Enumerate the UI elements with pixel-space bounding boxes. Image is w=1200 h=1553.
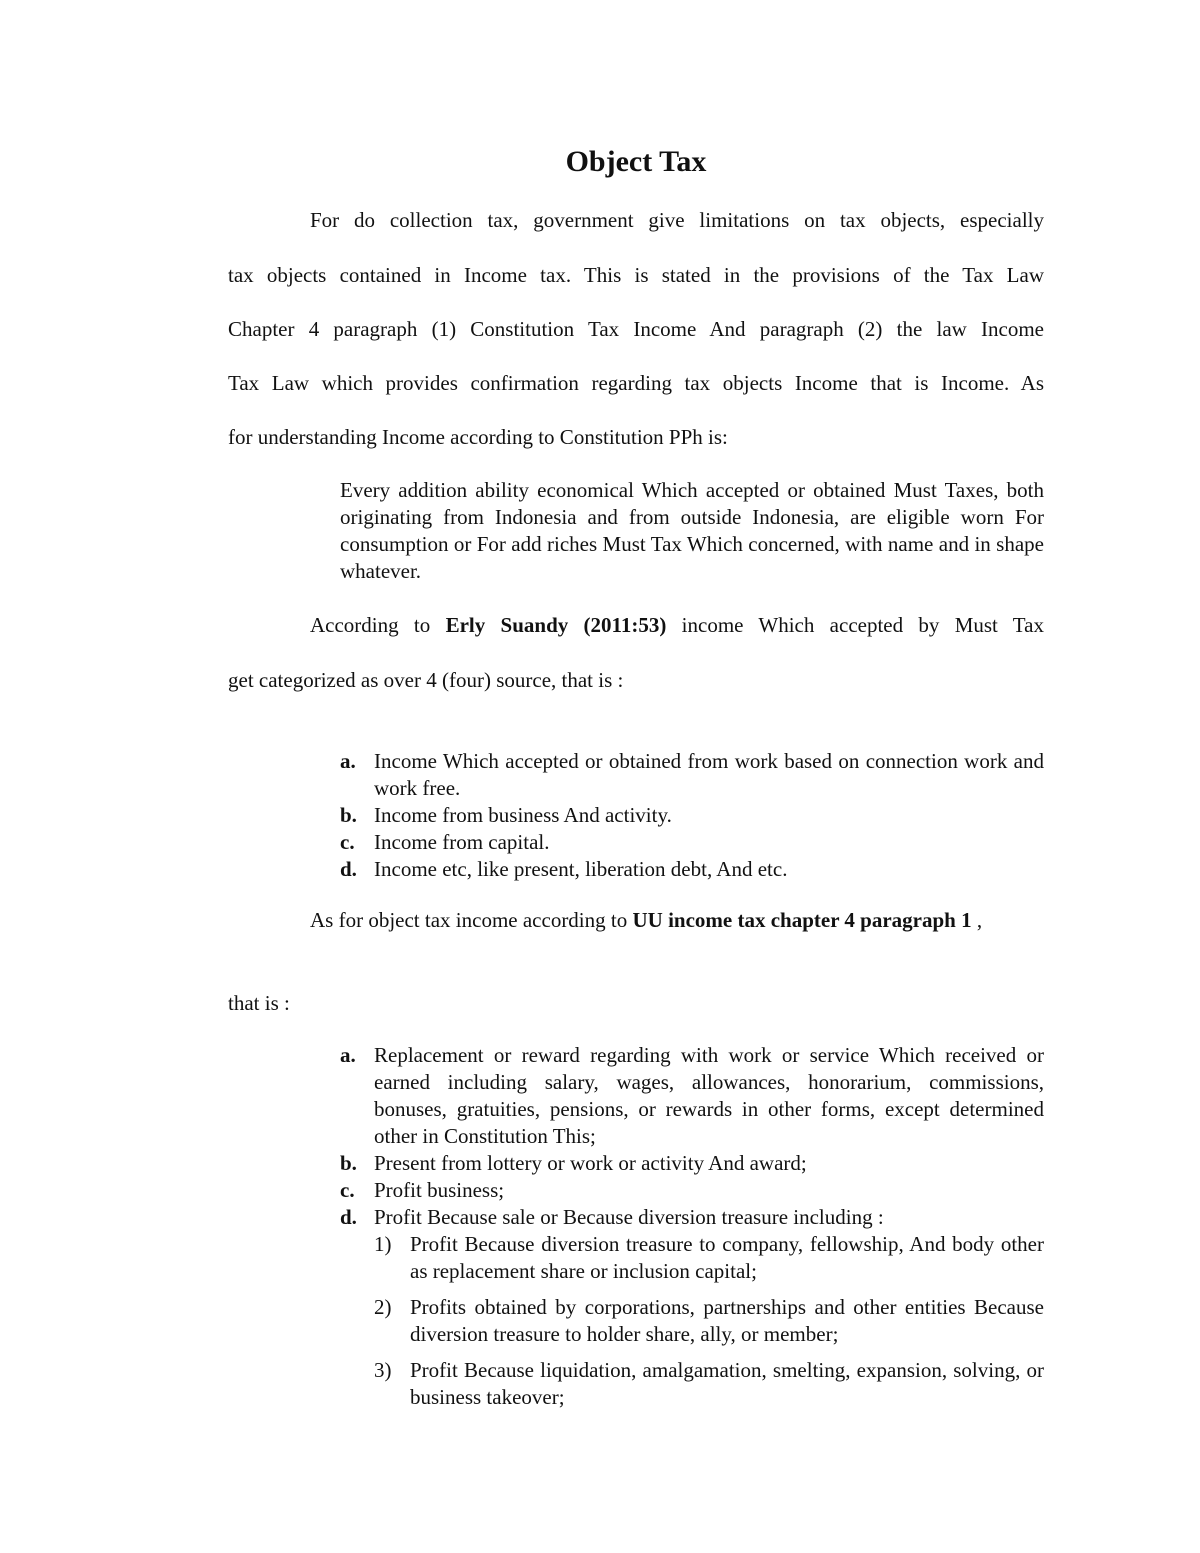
list-marker: a. [340, 1043, 356, 1067]
income-sources-list [340, 748, 1044, 883]
list-marker: b. [340, 1151, 357, 1175]
intro-line-3: Chapter 4 paragraph (1) Constitution Tax Income And paragraph (2) the law Income [228, 317, 1044, 341]
according-suffix: income Which accepted by Must Tax [666, 613, 1044, 637]
list-item [340, 829, 1044, 856]
citation-author: Erly Suandy (2011:53) [445, 613, 667, 637]
list-marker: d. [340, 857, 357, 881]
according-line-2: get categorized as over 4 (four) source, that is : [228, 668, 624, 692]
law-reference: UU income tax chapter 4 paragraph 1 [632, 908, 972, 932]
list-item [340, 1204, 1044, 1411]
sublist-number: 1) [374, 1232, 392, 1256]
list-marker: c. [340, 830, 355, 854]
sublist-number: 2) [374, 1295, 392, 1319]
list-item [340, 802, 1044, 829]
asfor-prefix: As for object tax income according to [310, 908, 633, 932]
intro-line-4: Tax Law which provides confirmation regarding tax objects Income that is Income. As [228, 371, 1044, 395]
according-line [228, 611, 1044, 639]
definition-quote: Every addition ability economical Which accepted or obtained Must Taxes, both originating from Indonesia and from outside Indonesia, are eligible worn For consumption or For add riches Must Tax Which concerned, with name and in shape whatever. [340, 478, 1044, 583]
list-marker: b. [340, 803, 357, 827]
list-item-text: Replacement or reward regarding with work or service Which received or earned including salary, wages, allowances, honorarium, commissions, bonuses, gratuities, pensions, or rewards in other forms, except determined other in Constitution This; [374, 1043, 1044, 1148]
asfor-suffix: , [971, 908, 983, 932]
list-item [340, 1042, 1044, 1150]
list-item-text: Profit business; [374, 1178, 505, 1202]
sublist-item [374, 1294, 1044, 1348]
list-item-text: Income etc, like present, liberation debt, And etc. [374, 857, 788, 881]
sublist-item-text: Profit Because diversion treasure to company, fellowship, And body other as replacement share or inclusion capital; [410, 1232, 1044, 1283]
sublist-item [374, 1357, 1044, 1411]
list-item-text: Profit Because sale or Because diversion treasure including : [374, 1205, 884, 1229]
profit-sublist [374, 1231, 1044, 1411]
list-item-text: Income from business And activity. [374, 803, 672, 827]
sublist-number: 3) [374, 1358, 392, 1382]
sublist-item-text: Profits obtained by corporations, partnerships and other entities Because diversion treasure to holder share, ally, or member; [410, 1295, 1044, 1346]
list-item [340, 1150, 1044, 1177]
list-marker: a. [340, 749, 356, 773]
intro-line-2: tax objects contained in Income tax. This is stated in the provisions of the Tax Law [228, 263, 1044, 287]
list-item-text: Income from capital. [374, 830, 550, 854]
according-prefix: According to [310, 613, 446, 637]
list-marker: c. [340, 1178, 355, 1202]
list-item-text: Income Which accepted or obtained from work based on connection work and work free. [374, 749, 1044, 800]
list-item [340, 1177, 1044, 1204]
intro-line-5: for understanding Income according to Constitution PPh is: [228, 425, 728, 449]
list-item [340, 856, 1044, 883]
list-item [340, 748, 1044, 802]
tax-objects-list [340, 1042, 1044, 1420]
intro-line-1: For do collection tax, government give limitations on tax objects, especially [310, 208, 1044, 232]
list-item-text: Present from lottery or work or activity And award; [374, 1151, 807, 1175]
sublist-item-text: Profit Because liquidation, amalgamation, smelting, expansion, solving, or business takeover; [410, 1358, 1044, 1409]
sublist-item [374, 1231, 1044, 1285]
asfor-line-2: that is : [228, 991, 290, 1015]
list-marker: d. [340, 1205, 357, 1229]
asfor-paragraph [310, 906, 1044, 934]
page-title: Object Tax [565, 145, 707, 178]
